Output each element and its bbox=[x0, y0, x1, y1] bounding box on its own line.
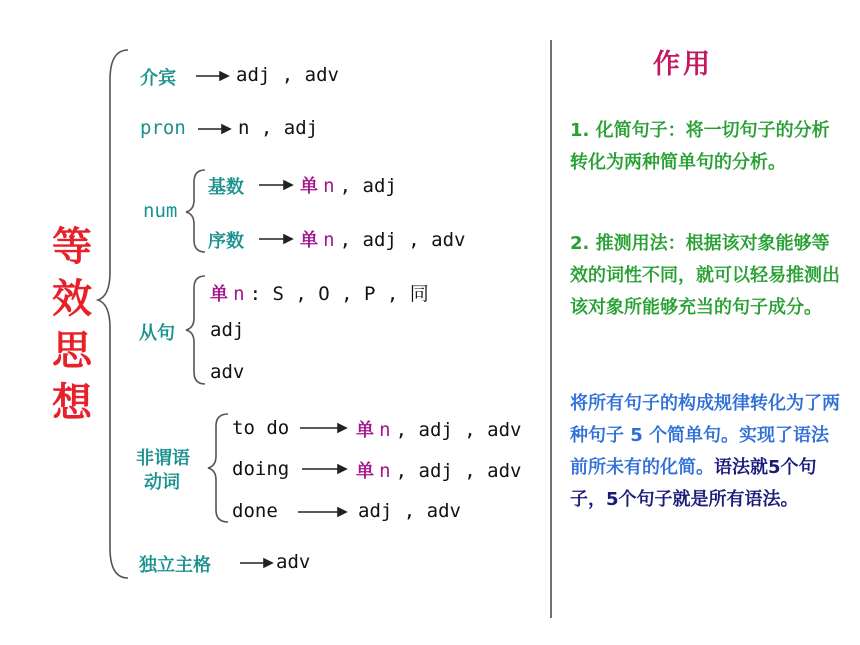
congju-line1 bbox=[210, 279, 429, 306]
noun-n: n bbox=[323, 175, 335, 197]
jishu-rest: , adj bbox=[339, 175, 397, 197]
paragraph-1 bbox=[570, 115, 840, 179]
paragraph-1-body: 将一切句子的分析转化为两种简单句的分析。 bbox=[570, 120, 830, 173]
paragraph-2-body: 根据该对象能够等效的词性不同，就可以轻易推测出该对象所能够充当的句子成分。 bbox=[570, 233, 840, 318]
xushu-rest: , adj , adv bbox=[339, 229, 466, 251]
label-num: num bbox=[143, 200, 178, 222]
todo-result bbox=[356, 416, 521, 442]
pron-result: n , adj bbox=[238, 117, 319, 139]
label-xushu: 序数 bbox=[208, 231, 244, 252]
done-word: done bbox=[232, 500, 278, 522]
central-char-4: 想 bbox=[52, 380, 92, 426]
paragraph-3-navy: 语法就5个句子，5个句子就是所有语法。 bbox=[570, 457, 817, 510]
paragraph-1-head: 1. 化简句子： bbox=[570, 120, 686, 141]
absolute-result: adv bbox=[276, 551, 311, 573]
nonfinite-brace bbox=[208, 414, 228, 522]
noun-n: n bbox=[379, 419, 391, 441]
todo-word: to do bbox=[232, 417, 290, 439]
label-jishu: 基数 bbox=[208, 177, 244, 198]
right-title: 作用 bbox=[653, 49, 713, 80]
doing-rest: , adj , adv bbox=[395, 460, 522, 482]
paragraph-2 bbox=[570, 228, 840, 324]
central-char-2: 效 bbox=[52, 276, 92, 322]
num-brace bbox=[186, 170, 205, 252]
noun-n: n bbox=[379, 460, 391, 482]
jiebin-result: adj , adv bbox=[236, 64, 339, 86]
done-result: adj , adv bbox=[358, 500, 461, 522]
label-pron: pron bbox=[140, 117, 186, 139]
single-word: 单 bbox=[300, 230, 318, 251]
congju-line3: adv bbox=[210, 361, 245, 383]
todo-rest: , adj , adv bbox=[395, 419, 522, 441]
paragraph-2-head: 2. 推测用法： bbox=[570, 233, 686, 254]
label-congju: 从句 bbox=[139, 323, 175, 344]
single-word: 单 bbox=[356, 420, 374, 441]
noun-n: n bbox=[323, 229, 335, 251]
paragraph-3-blue: 将所有句子的构成规律转化为了两种句子 5 个简单句。实现了语法前所未有的化简。 bbox=[570, 393, 840, 478]
congju-brace bbox=[186, 276, 205, 384]
doing-result bbox=[356, 457, 521, 483]
label-nonfinite-1: 非谓语 bbox=[136, 448, 190, 469]
label-jiebin: 介宾 bbox=[140, 68, 176, 89]
congju-line1-rest: : S , O , P , 同 bbox=[249, 283, 429, 305]
central-char-3: 思 bbox=[52, 328, 92, 374]
label-nonfinite-2: 动词 bbox=[144, 472, 180, 493]
doing-word: doing bbox=[232, 458, 290, 480]
single-word: 单 bbox=[210, 284, 228, 305]
paragraph-3 bbox=[570, 388, 840, 516]
label-absolute: 独立主格 bbox=[139, 555, 211, 576]
noun-n: n bbox=[233, 283, 245, 305]
central-char-1: 等 bbox=[52, 224, 92, 270]
congju-line2: adj bbox=[210, 319, 245, 341]
main-brace bbox=[98, 50, 128, 578]
xushu-result bbox=[300, 226, 465, 252]
jishu-result bbox=[300, 172, 397, 198]
single-word: 单 bbox=[356, 461, 374, 482]
single-word: 单 bbox=[300, 176, 318, 197]
